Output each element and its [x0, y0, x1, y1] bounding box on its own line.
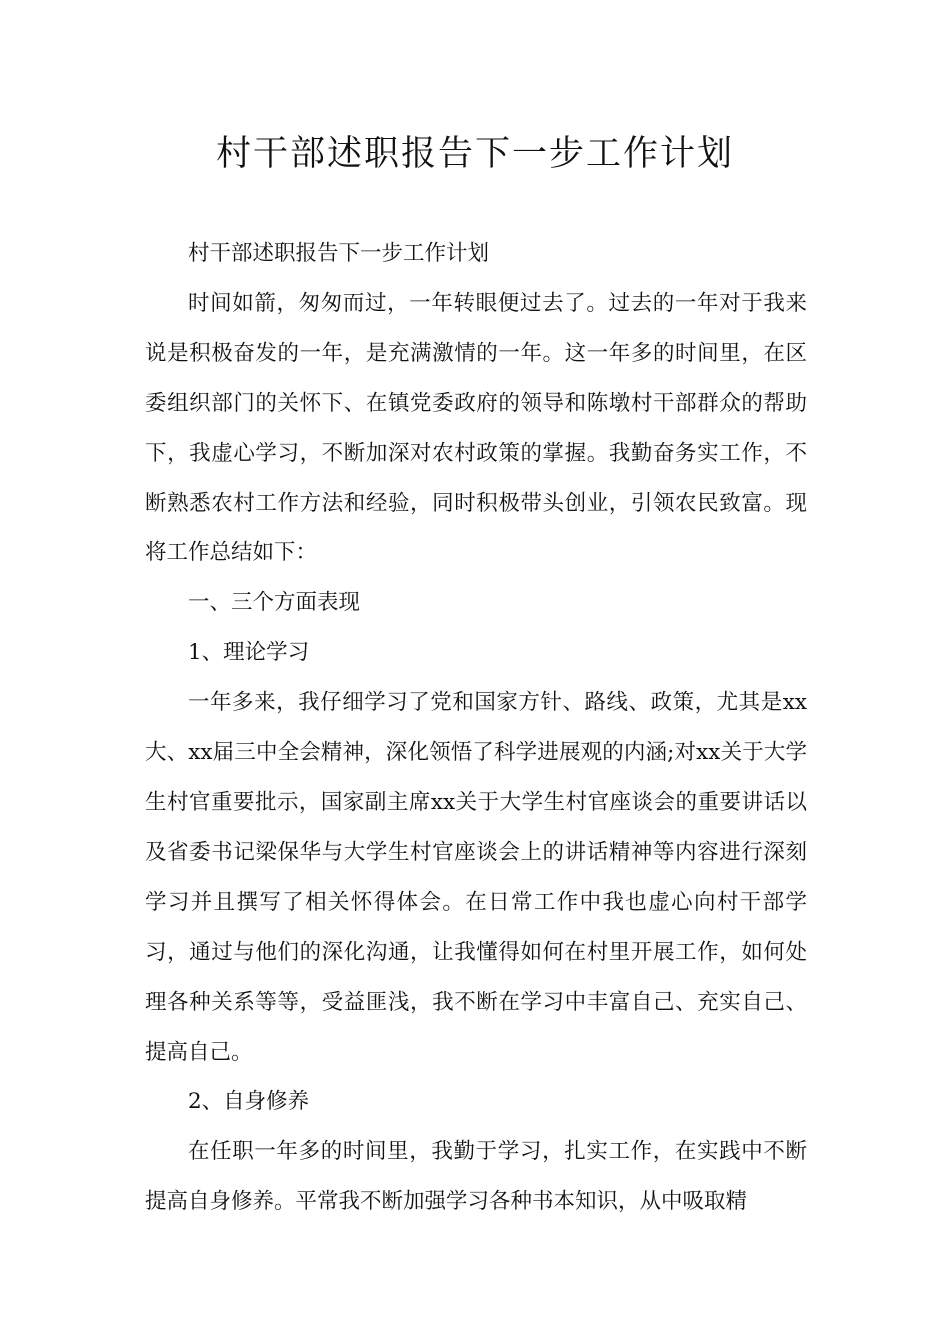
document-body — [145, 229, 807, 1227]
intro-paragraph: 时间如箭，匆匆而过，一年转眼便过去了。过去的一年对于我来说是积极奋发的一年，是充满激情的一年。这一年多的时间里，在区委组织部门的关怀下、在镇党委政府的领导和陈墩村干部群众的帮助下，我虚心学习，不断加深对农村政策的掌握。我勤奋务实工作，不断熟悉农村工作方法和经验，同时积极带头创业，引领农民致富。现将工作总结如下： — [145, 290, 807, 566]
section-heading: 一、三个方面表现 — [188, 590, 361, 616]
subsection-heading-theory: 1、理论学习 — [188, 640, 310, 666]
subsection-heading-cultivation: 2、自身修养 — [188, 1089, 310, 1115]
cultivation-paragraph: 在任职一年多的时间里，我勤于学习，扎实工作，在实践中不断提高自身修养。平常我不断加强学习各种书本知识，从中吸取精 — [145, 1139, 807, 1215]
document-title: 村干部述职报告下一步工作计划 — [215, 134, 734, 174]
theory-paragraph: 一年多来，我仔细学习了党和国家方针、路线、政策，尤其是xx大、xx届三中全会精神，深化领悟了科学进展观的内涵;对xx关于大学生村官重要批示，国家副主席xx关于大学生村官座谈会的重要讲话以及省委书记梁保华与大学生村官座谈会上的讲话精神等内容进行深刻学习并且撰写了相关怀得体会。在日常工作中我也虚心向村干部学习，通过与他们的深化沟通，让我懂得如何在村里开展工作，如何处理各种关系等等，受益匪浅，我不断在学习中丰富自己、充实自己、提高自己。 — [145, 690, 807, 1065]
subtitle-paragraph: 村干部述职报告下一步工作计划 — [188, 241, 490, 266]
